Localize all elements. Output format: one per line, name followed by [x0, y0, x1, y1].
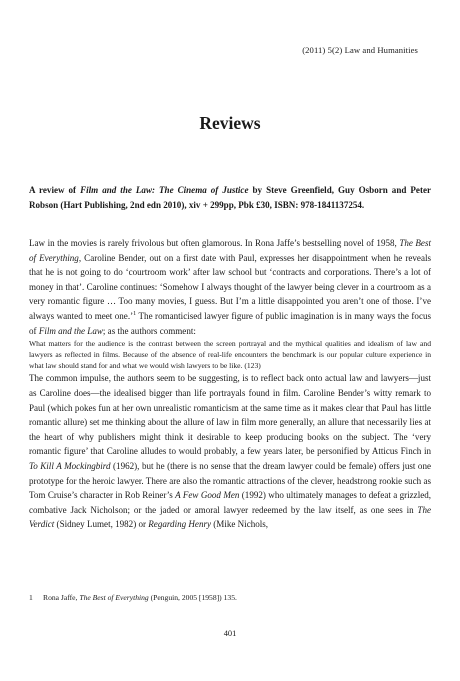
p1-text-c: The romanticised lawyer figure of public imagination is in many ways the focus of: [29, 310, 431, 336]
p2-title-2: A Few Good Men: [175, 490, 240, 501]
p1-text-b: , Caroline Bender, out on a first date with Paul, expresses her disappointment when he reveals that he is not going to do ‘courtroom work’ after law school but ‘contracts and corporations. There’s a lot of money in that’. Caroline continues: ‘Somehow I always thought of the lawyer being clever in a courtroom as a very romantic figure … Too many movies, I guess. But I’m a little disappointed you aren’t one of those. I’ve always wanted to meet one.’: [29, 252, 432, 321]
block-quote: What matters for the audience is the contrast between the screen portrayal and the mythical qualities and idealism of law and lawyers as reflected in films. Because of the absence of real-life encounters the benchmark is our popular culture experience in what law should stand for and what we would wish lawyers to be like. (123): [29, 339, 431, 371]
page-number: 401: [223, 629, 237, 638]
paragraph-1: [29, 236, 431, 338]
footnote-text-b: (Penguin, 2005 [1958]) 135.: [148, 593, 237, 602]
footnote-title: The Best of Everything: [79, 593, 149, 602]
footnote-text-a: Rona Jaffe,: [43, 593, 80, 602]
p1-title-a: The Best of Everything: [29, 238, 431, 263]
p2-text-a: The common impulse, the authors seem to be suggesting, is to reflect back onto actual law and lawyers—just as Caroline does—the idealised bigger than life portrayals found in film. Caroline Bender’s witty remark to Paul (which pokes fun at her own unrealistic romanticism at the same time as it makes clear that Paul has little romantic allure) set me thinking about the allure of law in film more generally, an allure that necessarily lies at the heart of why publishers might think it desirable to keep producing books on the subject. The ‘very romantic figure’ that Caroline alludes to would probably, a few years later, be personified by Atticus Finch in: [29, 373, 431, 457]
p2-text-c: (1992) who ultimately manages to defeat a grizzled, combative Jack Nicholson; or the jaded or amoral lawyer redeemed by the law itself, as one sees in: [29, 490, 432, 515]
footnote: [29, 592, 431, 603]
review-citation: [29, 183, 431, 212]
citation-book-title: Film and the Law: The Cinema of Justice: [80, 185, 249, 195]
footnote-number: 1: [29, 593, 33, 602]
p2-text-d: (Sidney Lumet, 1982) or: [54, 519, 149, 530]
p2-title-3: The Verdict: [29, 504, 431, 530]
p1-text-d: ; as the authors comment:: [102, 325, 196, 336]
section-title: Reviews: [199, 113, 261, 133]
p2-text-b: (1962), but he (there is no sense that the dream lawyer could be female) offers just one prototype for the heroic lawyer. There are also the romantic attractions of the clever, headstrong rookie such as Tom Cruise’s character in Rob Reiner’s: [29, 461, 431, 501]
p1-text-a: Law in the movies is rarely frivolous but often glamorous. In Rona Jaffe’s bestselling novel of 1958,: [29, 238, 400, 248]
paragraph-2: [29, 371, 431, 532]
p1-title-c: Film and the Law: [38, 325, 103, 336]
p2-title-1: To Kill A Mockingbird: [29, 461, 111, 471]
citation-prefix: A review of: [29, 185, 81, 195]
running-head: (2011) 5(2) Law and Humanities: [302, 45, 418, 55]
footnote-reference[interactable]: 1: [133, 309, 137, 317]
p2-title-4: Regarding Henry: [148, 519, 212, 530]
citation-details: by Steve Greenfield, Guy Osborn and Peter Robson (Hart Publishing, 2nd edn 2010), xiv + 299pp, Pbk £30, ISBN: 978-1841137254.: [29, 185, 431, 210]
review-body: [29, 236, 431, 532]
p2-text-e: (Mike Nichols,: [211, 519, 269, 530]
